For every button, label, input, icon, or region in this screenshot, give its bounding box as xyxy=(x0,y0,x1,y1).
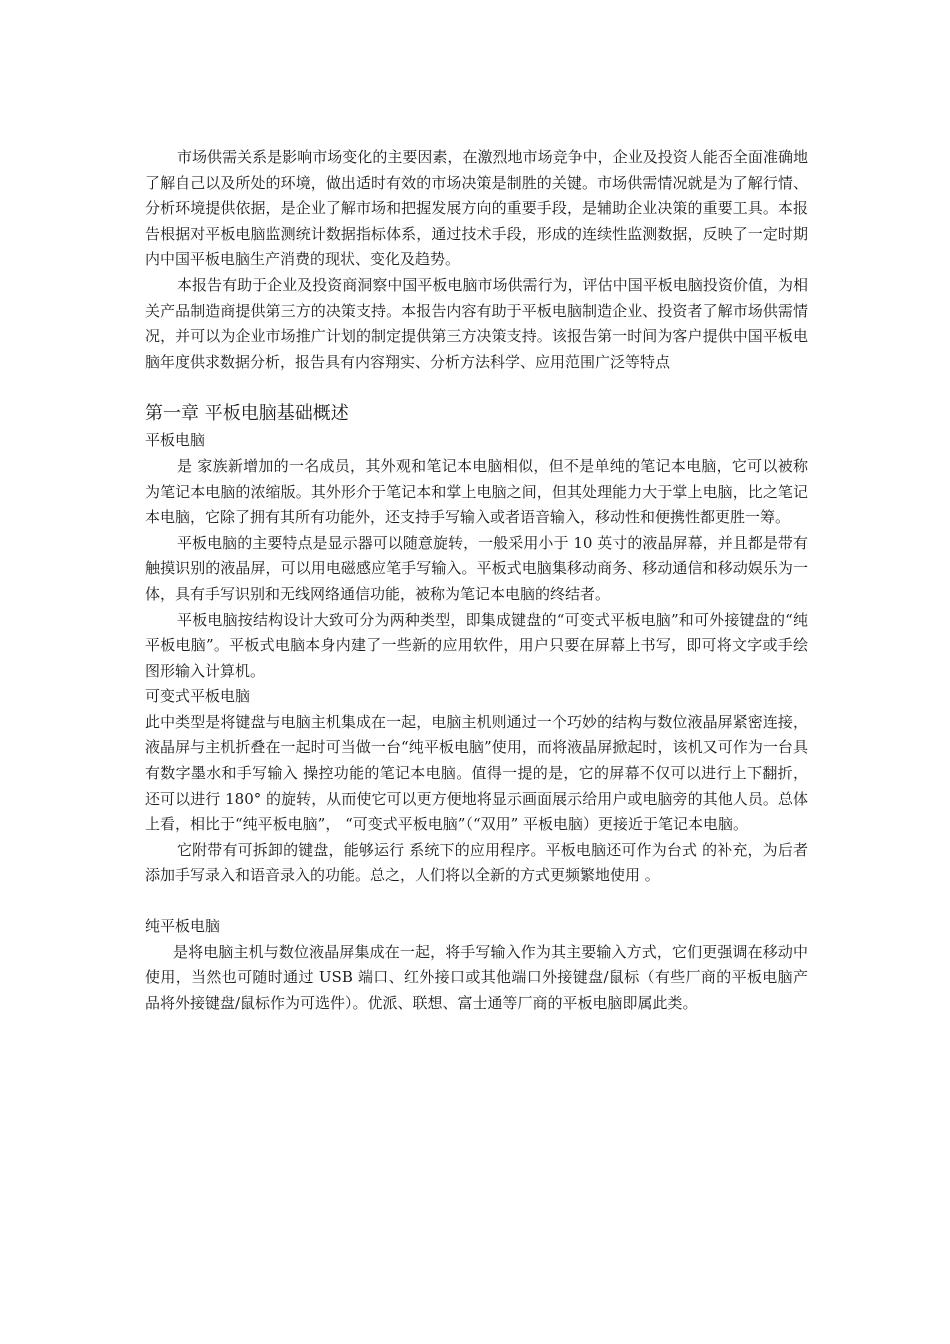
convertible-paragraph-1: 此中类型是将键盘与电脑主机集成在一起，电脑主机则通过一个巧妙的结构与数位液晶屏紧密连接，液晶屏与主机折叠在一起时可当做一台“纯平板电脑”使用，而将液晶屏掀起时，该机又可作为一台具有数字墨水和手写输入 操控功能的笔记本电脑。值得一提的是，它的屏幕不仅可以进行上下翻折，还可以进行 180° 的旋转，从而使它可以更方便地将显示画面展示给用户或电脑旁的其他人员。总体上看，相比于“纯平板电脑”， “可变式平板电脑”（“双用” 平板电脑）更接近于笔记本电脑。 xyxy=(145,712,808,834)
spacer xyxy=(145,375,808,400)
section-heading-pure: 纯平板电脑 xyxy=(145,917,221,936)
section-heading-convertible: 可变式平板电脑 xyxy=(145,687,251,706)
convertible-paragraph-2: 它附带有可拆卸的键盘，能够运行 系统下的应用程序。平板电脑还可作为台式 的补充，为后者添加手写录入和语音录入的功能。总之，人们将以全新的方式更频繁地使用 。 xyxy=(145,840,808,885)
chapter-title: 第一章 平板电脑基础概述 xyxy=(145,403,349,425)
section-heading-tablet: 平板电脑 xyxy=(145,431,206,450)
intro-paragraph-1: 市场供需关系是影响市场变化的主要因素，在激烈地市场竞争中，企业及投资人能否全面准确地了解自己以及所处的环境，做出适时有效的市场决策是制胜的关键。市场供需情况就是为了解行情、分析环境提供依据，是企业了解市场和把握发展方向的重要手段，是辅助企业决策的重要工具。本报告根据对平板电脑监测统计数据指标体系，通过技术手段，形成的连续性监测数据，反映了一定时期内中国平板电脑生产消费的现状、变化及趋势。 xyxy=(145,148,808,269)
pure-paragraph-1: 是将电脑主机与数位液晶屏集成在一起，将手写输入作为其主要输入方式，它们更强调在移动中使用，当然也可随时通过 USB 端口、红外接口或其他端口外接键盘/鼠标（有些厂商的平板电脑产品将外接键盘/鼠标作为可选件）。优派、联想、富士通等厂商的平板电脑即属此类。 xyxy=(145,942,808,1012)
spacer xyxy=(145,889,808,914)
document-page xyxy=(145,145,808,1016)
tablet-paragraph-3: 平板电脑按结构设计大致可分为两种类型，即集成键盘的“可变式平板电脑”和可外接键盘的“纯平板电脑”。平板式电脑本身内建了一些新的应用软件，用户只要在屏幕上书写，即可将文字或手绘图形输入计算机。 xyxy=(145,610,808,680)
tablet-paragraph-2: 平板电脑的主要特点是显示器可以随意旋转，一般采用小于 10 英寸的液晶屏幕，并且都是带有触摸识别的液晶屏，可以用电磁感应笔手写输入。平板式电脑集移动商务、移动通信和移动娱乐为一体，具有手写识别和无线网络通信功能，被称为笔记本电脑的终结者。 xyxy=(145,533,808,603)
intro-paragraph-2: 本报告有助于企业及投资商洞察中国平板电脑市场供需行为，评估中国平板电脑投资价值，为相关产品制造商提供第三方的决策支持。本报告内容有助于平板电脑制造企业、投资者了解市场供需情况，并可以为企业市场推广计划的制定提供第三方决策支持。该报告第一时间为客户提供中国平板电脑年度供求数据分析，报告具有内容翔实、分析方法科学、应用范围广泛等特点 xyxy=(145,275,808,371)
tablet-paragraph-1: 是 家族新增加的一名成员，其外观和笔记本电脑相似，但不是单纯的笔记本电脑，它可以被称为笔记本电脑的浓缩版。其外形介于笔记本和掌上电脑之间，但其处理能力大于掌上电脑，比之笔记本电脑，它除了拥有其所有功能外，还支持手写输入或者语音输入，移动性和便携性都更胜一筹。 xyxy=(145,456,808,527)
